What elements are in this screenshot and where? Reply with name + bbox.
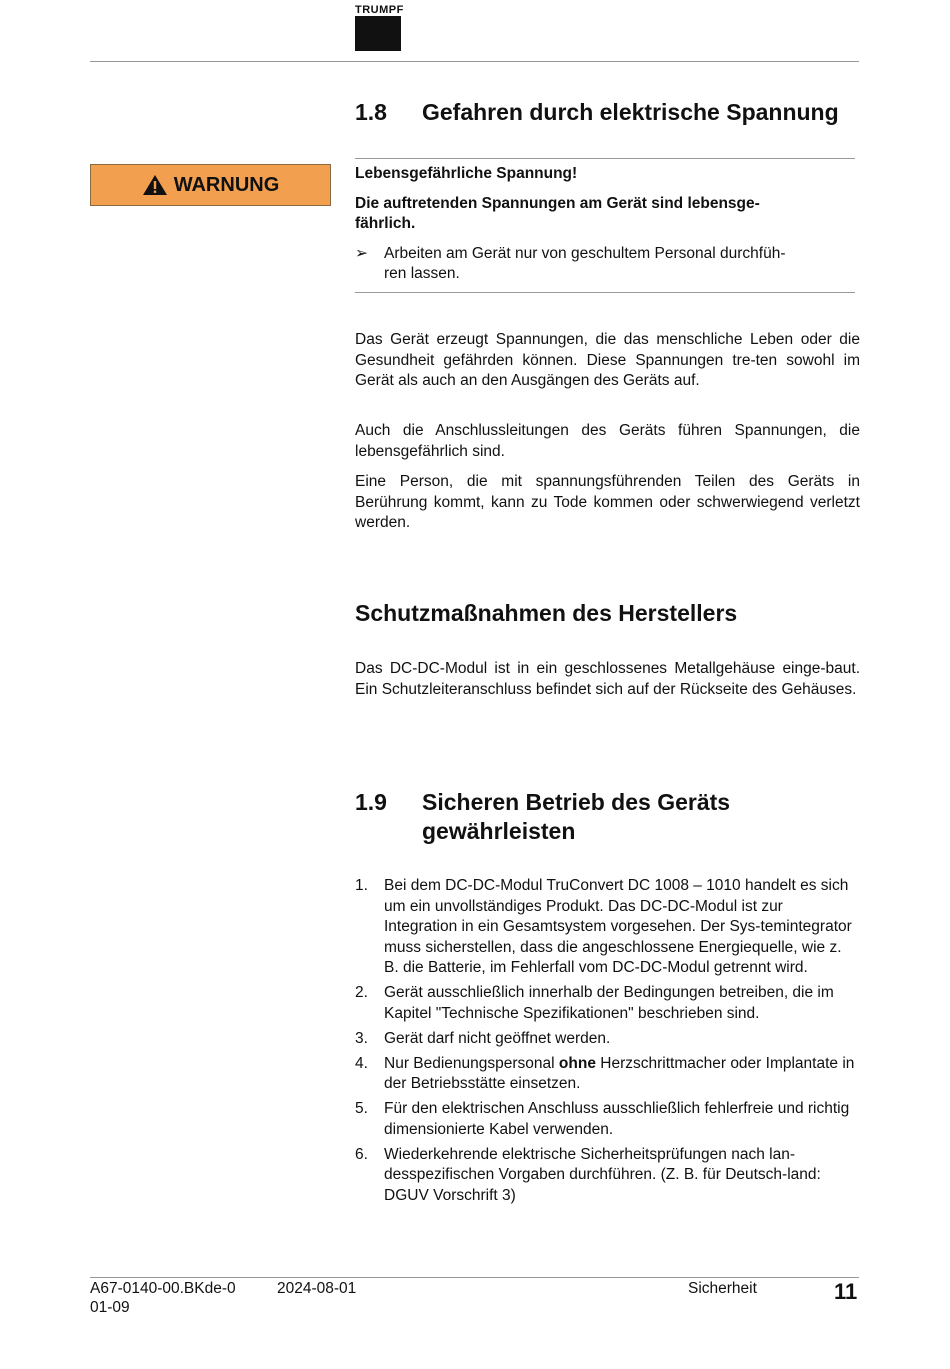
arrow-bullet-icon: ➢ bbox=[355, 245, 368, 262]
section-title-line2: gewährleisten bbox=[422, 818, 576, 844]
warning-label: WARNUNG bbox=[173, 173, 280, 196]
list-item: 6. Wiederkehrende elektrische Sicherheitsprüfungen nach lan-desspezifischen Vorgaben durchführen. (Z. B. für Deutsch-land: DGUV Vorschrift 3) bbox=[355, 1145, 821, 1204]
section-title: Gefahren durch elektrische Spannung bbox=[422, 99, 839, 125]
paragraph: Eine Person, die mit spannungsführenden Teilen des Geräts in Berührung kommt, kann zu Tode kommen oder schwerwiegend verletzt werden. bbox=[355, 473, 860, 531]
list-item: 5. Für den elektrischen Anschluss ausschließlich fehlerfreie und richtig dimensionierte Kabel verwenden. bbox=[355, 1100, 850, 1138]
warning-text-2: fährlich. bbox=[355, 215, 416, 232]
list-item: 4. Nur Bedienungspersonal ohne Herzschrittmacher oder Implantate in der Betriebsstätte einsetzen. bbox=[355, 1054, 855, 1092]
warning-instruction-1: Arbeiten am Gerät nur von geschultem Personal durchfüh- bbox=[384, 245, 786, 262]
warning-triangle-icon bbox=[142, 174, 168, 196]
footer-date: 2024-08-01 bbox=[277, 1280, 357, 1297]
section-heading-1-9 bbox=[355, 788, 730, 817]
safety-list bbox=[355, 876, 860, 1211]
list-item: 3. Gerät darf nicht geöffnet werden. bbox=[355, 1029, 611, 1047]
protection-paragraph: Das DC-DC-Modul ist in ein geschlossenes Metallgehäuse einge-baut. Ein Schutzleiteranschluss befindet sich auf der Rückseite des Gehäuses. bbox=[355, 660, 860, 698]
list-item: 2. Gerät ausschließlich innerhalb der Bedingungen betreiben, die im Kapitel "Technische Spezifikationen" beschrieben sind. bbox=[355, 984, 834, 1022]
list-item: 1. Bei dem DC-DC-Modul TruConvert DC 1008 – 1010 handelt es sich um ein unvollständiges Produkt. Das DC-DC-Modul ist zur Integration in ein Gesamtsystem vorgesehen. Der Sys-temintegrator muss sicherstellen, dass die angeschlossene Energiequelle, wie z. B. die Batterie, im Fehlerfall vom DC-DC-Modul getrennt wird. bbox=[355, 877, 852, 976]
logo-text: TRUMPF bbox=[355, 4, 404, 16]
section-title-line1: Sicheren Betrieb des Geräts bbox=[422, 789, 731, 815]
page-number: 11 bbox=[834, 1279, 858, 1304]
footer-rule bbox=[90, 1277, 859, 1278]
warning-instruction-2: ren lassen. bbox=[384, 265, 460, 282]
trumpf-logo bbox=[355, 16, 401, 51]
warning-top-rule bbox=[355, 158, 855, 159]
section-number: 1.9 bbox=[355, 789, 387, 815]
warning-text-1: Die auftretenden Spannungen am Gerät sind lebensge- bbox=[355, 195, 760, 212]
footer-chapter: Sicherheit bbox=[688, 1280, 757, 1297]
subsection-heading: Schutzmaßnahmen des Herstellers bbox=[355, 600, 738, 626]
header-rule bbox=[90, 61, 859, 62]
paragraph: Auch die Anschlussleitungen des Geräts führen Spannungen, die lebensgefährlich sind. bbox=[355, 422, 860, 460]
footer-doc-id: A67-0140-00.BKde-0 01-09 bbox=[90, 1280, 236, 1316]
paragraph: Das Gerät erzeugt Spannungen, die das menschliche Leben oder die Gesundheit gefährden können. Diese Spannungen tre-ten sowohl im Gerät als auch an den Ausgängen des Geräts auf. bbox=[355, 331, 860, 389]
warning-bottom-rule bbox=[355, 292, 855, 293]
warning-headline: Lebensgefährliche Spannung! bbox=[355, 165, 578, 182]
warning-label-box bbox=[90, 164, 331, 206]
section-number: 1.8 bbox=[355, 99, 387, 125]
section-heading-1-8 bbox=[355, 98, 839, 127]
